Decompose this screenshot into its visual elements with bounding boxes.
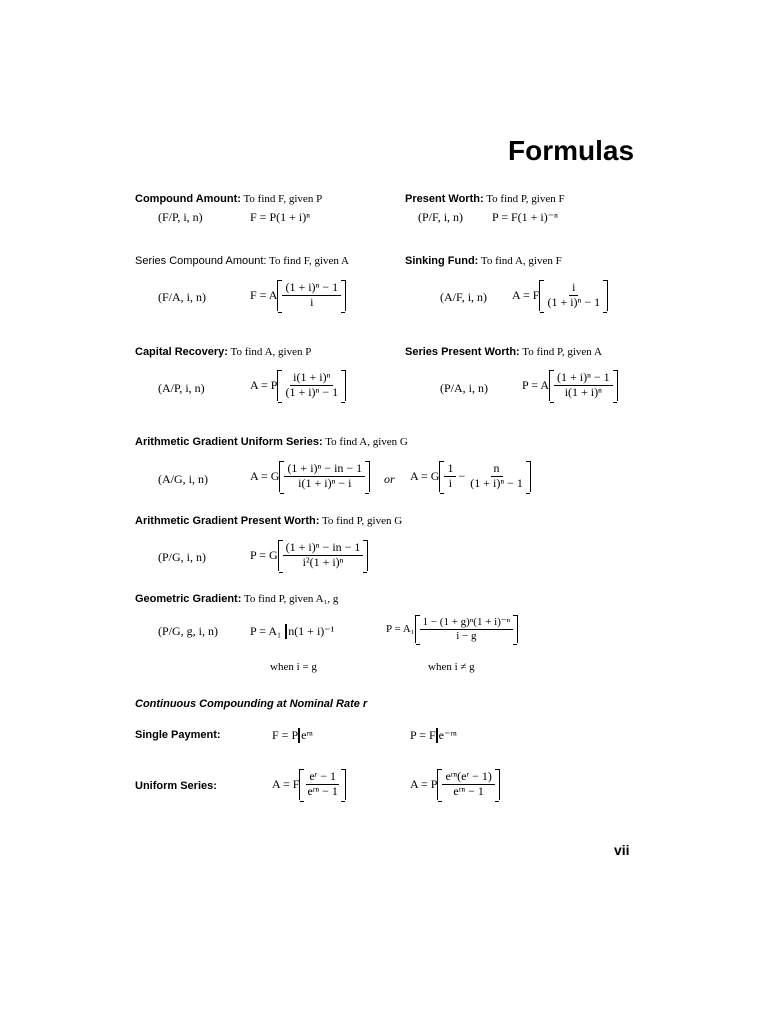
geometric-lhs-alt: P = A₁	[386, 623, 415, 636]
page-number: vii	[614, 842, 630, 858]
sinking-fund-lhs: A = F	[512, 287, 540, 302]
series-compound-fraction	[282, 281, 341, 310]
uniform-series-label: Uniform Series:	[135, 780, 217, 792]
series-compound-factor: (F/A, i, n)	[158, 290, 206, 304]
series-compound-label: Series Compound Amount:	[135, 255, 267, 267]
geometric-bracket	[415, 615, 519, 643]
geometric-equation	[250, 624, 334, 639]
arith-uniform-label: Arithmetic Gradient Uniform Series:	[135, 436, 323, 448]
series-compound-numerator: (1 + i)ⁿ − 1	[282, 281, 341, 296]
series-compound-desc: To find F, given A	[269, 255, 349, 267]
capital-recovery-fraction	[282, 371, 341, 400]
present-worth-desc: To find P, given F	[486, 193, 565, 205]
uniform-series-eq2-bracket	[437, 769, 499, 800]
arith-present-label: Arithmetic Gradient Present Worth:	[135, 515, 320, 527]
series-compound-lhs: F = A	[250, 287, 278, 302]
arith-present-equation	[250, 540, 368, 571]
arith-uniform-bracket	[279, 461, 370, 492]
arith-present-fraction	[283, 541, 364, 570]
series-present-factor: (P/A, i, n)	[440, 381, 488, 395]
geometric-desc: To find P, given A₁, g	[243, 593, 339, 605]
geometric-fraction	[420, 616, 514, 642]
sinking-fund-equation	[512, 280, 608, 311]
compound-amount-desc: To find F, given P	[243, 193, 323, 205]
sinking-fund-denominator: (1 + i)ⁿ − 1	[547, 294, 601, 309]
single-payment-eq2-lhs: P = F	[410, 728, 436, 742]
arith-present-desc: To find P, given G	[321, 515, 403, 527]
geometric-factor: (P/G, g, i, n)	[158, 624, 218, 638]
capital-recovery-label: Capital Recovery:	[135, 346, 228, 358]
geometric-when-equal: when i = g	[270, 661, 317, 673]
geometric-header	[135, 593, 338, 605]
compound-amount-equation: F = P(1 + i)ⁿ	[250, 210, 310, 224]
compound-amount-factor: (F/P, i, n)	[158, 210, 203, 224]
arith-uniform-frac-one-num: 1	[444, 462, 456, 477]
arith-present-factor: (P/G, i, n)	[158, 550, 206, 564]
sinking-fund-bracket	[539, 280, 608, 311]
capital-recovery-lhs: A = P	[250, 377, 278, 392]
sinking-fund-label: Sinking Fund:	[405, 255, 479, 267]
arith-uniform-frac-one	[444, 462, 456, 491]
geometric-lhs: P = A₁	[250, 624, 282, 638]
series-present-lhs: P = A	[522, 377, 549, 392]
capital-recovery-desc: To find A, given P	[230, 346, 312, 358]
arith-uniform-header	[135, 436, 408, 448]
arith-uniform-factor: (A/G, i, n)	[158, 472, 208, 486]
arith-present-bracket	[278, 540, 369, 571]
arith-uniform-fraction	[284, 462, 365, 491]
uniform-series-eq2-fraction	[442, 770, 494, 799]
arith-uniform-frac-one-den: i	[448, 475, 453, 490]
geometric-equation-alt	[386, 615, 518, 643]
series-present-denominator: i(1 + i)ⁿ	[564, 384, 602, 399]
arith-uniform-lhs: A = G	[250, 468, 280, 483]
geometric-body: n(1 + i)⁻¹	[285, 624, 334, 639]
sinking-fund-desc: To find A, given F	[480, 255, 562, 267]
geometric-label: Geometric Gradient:	[135, 593, 242, 605]
series-present-fraction	[554, 371, 613, 400]
arith-present-lhs: P = G	[250, 547, 278, 562]
compound-amount-header	[135, 193, 322, 205]
capital-recovery-header	[135, 346, 311, 358]
single-payment-eq1-lhs: F = P	[272, 728, 299, 742]
present-worth-label: Present Worth:	[405, 193, 484, 205]
arith-uniform-lhs-alt: A = G	[410, 468, 440, 483]
sinking-fund-header	[405, 255, 562, 267]
geometric-denominator: i − g	[456, 629, 477, 642]
uniform-series-eq1-fraction	[304, 770, 340, 799]
capital-recovery-factor: (A/P, i, n)	[158, 381, 205, 395]
uniform-series-eq1-denominator: eʳⁿ − 1	[307, 783, 338, 798]
arith-uniform-equation	[250, 461, 370, 492]
present-worth-factor: (P/F, i, n)	[418, 210, 464, 224]
arith-uniform-equation-alt	[410, 461, 531, 492]
continuous-heading: Continuous Compounding at Nominal Rate r	[135, 698, 368, 710]
arith-uniform-bracket-alt	[439, 461, 530, 492]
present-worth-equation: P = F(1 + i)⁻ⁿ	[492, 210, 558, 224]
uniform-series-eq2	[410, 769, 500, 800]
capital-recovery-denominator: (1 + i)ⁿ − 1	[285, 384, 339, 399]
arith-uniform-frac-two-num: n	[491, 462, 503, 477]
capital-recovery-equation	[250, 370, 346, 401]
uniform-series-eq1-numerator: eʳ − 1	[306, 770, 339, 785]
sinking-fund-fraction	[544, 281, 603, 310]
series-compound-bracket	[277, 280, 346, 311]
uniform-series-eq2-numerator: eʳⁿ(eʳ − 1)	[442, 770, 494, 785]
sinking-fund-factor: (A/F, i, n)	[440, 290, 488, 304]
arith-uniform-desc: To find A, given G	[325, 436, 408, 448]
arith-uniform-denominator: i(1 + i)ⁿ − i	[298, 475, 352, 490]
present-worth-header	[405, 193, 565, 205]
arith-present-numerator: (1 + i)ⁿ − in − 1	[283, 541, 364, 556]
series-compound-equation	[250, 280, 346, 311]
capital-recovery-numerator: i(1 + i)ⁿ	[290, 371, 333, 386]
geometric-when-not-equal: when i ≠ g	[428, 661, 475, 673]
single-payment-eq1-body: eʳⁿ	[298, 728, 313, 743]
series-present-equation	[522, 370, 618, 401]
single-payment-label: Single Payment:	[135, 729, 221, 741]
arith-uniform-frac-two-den: (1 + i)ⁿ − 1	[470, 475, 523, 490]
compound-amount-label: Compound Amount:	[135, 193, 241, 205]
series-present-bracket	[549, 370, 618, 401]
geometric-numerator: 1 − (1 + g)ⁿ(1 + i)⁻ⁿ	[420, 616, 514, 630]
series-present-header	[405, 346, 602, 358]
series-present-numerator: (1 + i)ⁿ − 1	[554, 371, 613, 386]
arith-uniform-frac-two	[467, 462, 526, 491]
arith-present-denominator: i²(1 + i)ⁿ	[302, 554, 344, 569]
single-payment-eq1	[272, 728, 313, 743]
minus-sign: −	[458, 468, 466, 483]
series-present-label: Series Present Worth:	[405, 346, 520, 358]
uniform-series-eq2-denominator: eʳⁿ − 1	[453, 783, 484, 798]
capital-recovery-bracket	[277, 370, 346, 401]
series-compound-header	[135, 255, 349, 267]
uniform-series-eq2-lhs: A = P	[410, 776, 438, 791]
sinking-fund-numerator: i	[569, 281, 578, 296]
series-compound-denominator: i	[310, 294, 314, 309]
arith-uniform-numerator: (1 + i)ⁿ − in − 1	[284, 462, 365, 477]
series-present-desc: To find P, given A	[522, 346, 602, 358]
uniform-series-eq1-lhs: A = F	[272, 776, 300, 791]
page-title: Formulas	[508, 135, 635, 166]
uniform-series-eq1-bracket	[299, 769, 345, 800]
uniform-series-eq1	[272, 769, 346, 800]
or-text: or	[384, 472, 395, 486]
single-payment-eq2-body: e⁻ʳⁿ	[436, 728, 457, 743]
single-payment-eq2	[410, 728, 457, 743]
arith-present-header	[135, 515, 402, 527]
